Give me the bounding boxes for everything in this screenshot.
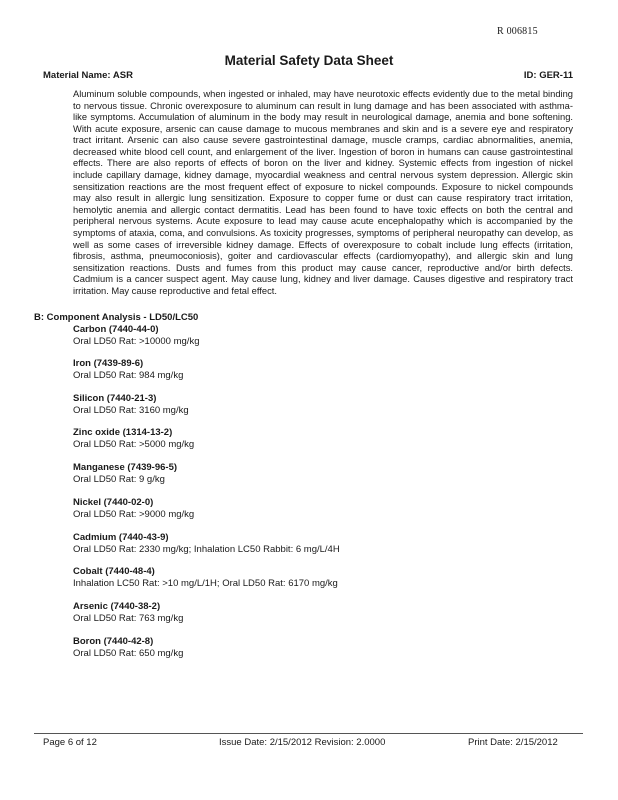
component-name: Boron (7440-42-8) (73, 636, 154, 647)
component-entry (73, 427, 493, 450)
component-name: Carbon (7440-44-0) (73, 324, 159, 335)
component-entry (73, 393, 493, 416)
page-number: Page 6 of 12 (43, 737, 97, 748)
component-name: Silicon (7440-21-3) (73, 393, 157, 404)
component-name: Nickel (7440-02-0) (73, 497, 154, 508)
section-heading: B: Component Analysis - LD50/LC50 (34, 312, 199, 323)
component-entry (73, 636, 493, 659)
health-effects-paragraph: Aluminum soluble compounds, when ingested or inhaled, may have neurotoxic effects evidently due to the metal binding to nervous tissue. Chronic overexposure to aluminum can result in lung damage and has been associated with asthma-like symptoms. Accumulation of aluminum in the body may result in neurological damage, anemia and bone softening. With acute exposure, arsenic can cause damage to mucous membranes and skin and is a severe eye and respiratory tract irritant. Arsenic can also cause severe gastrointestinal damage, muscle cramps, cardiac abnormalities, anemia, decreased white blood cell count, and enlargement of the liver. Ingestion of boron in humans can cause gastrointestinal effects. There are also reports of effects of boron on the liver and kidney. Systemic effects from ingestion of nickel include capillary damage, kidney damage, myocardial weakness and central nervous system depression. Allergic skin sensitization reactions are the most frequent effect of exposure to nickel compounds. Exposure to nickel compounds may also result in allergic lung sensitization. Exposure to copper fume or dust can cause respiratory tract irritation, hemolytic anemia and allergic contact dermatitis. Lead has been found to have toxic effects on both the central and peripheral nervous systems. Acute exposure to lead may cause acute encephalopathy which is accompanied by the symptoms of ataxia, coma, and convulsions. As toxicity progresses, symptoms of peripheral neuropathy can develop, as well as some cases of irreversible kidney damage. Effects of overexposure to cobalt include lung effects (irritation, fibrosis, asthma, pneumoconiosis), goiter and cardiovascular effects (cardiomyopathy), and allergic skin and lung sensitization reactions. Dusts and fumes from this product may cause cancer, reproductive and/or birth defects. Cadmium is a cancer suspect agent. May cause lung, kidney and liver damage. Causes digestive and respiratory tract irritation. May cause reproductive and fetal effect. (73, 89, 573, 296)
component-entry (73, 358, 493, 381)
bates-stamp: R 006815 (497, 26, 538, 37)
component-toxicity: Oral LD50 Rat: >5000 mg/kg (73, 438, 195, 450)
issue-date: Issue Date: 2/15/2012 Revision: 2.0000 (219, 737, 386, 748)
print-date: Print Date: 2/15/2012 (468, 737, 558, 748)
component-toxicity: Inhalation LC50 Rat: >10 mg/L/1H; Oral LD50 Rat: 6170 mg/kg (73, 577, 338, 589)
material-header-row (43, 70, 573, 82)
component-toxicity: Oral LD50 Rat: 763 mg/kg (73, 612, 184, 624)
component-name: Iron (7439-89-6) (73, 358, 144, 369)
component-entry (73, 532, 493, 555)
component-entry (73, 601, 493, 624)
component-entry (73, 324, 493, 347)
component-entry (73, 462, 493, 485)
component-toxicity: Oral LD50 Rat: 9 g/kg (73, 473, 165, 485)
component-name: Arsenic (7440-38-2) (73, 601, 161, 612)
component-entry (73, 566, 493, 589)
component-toxicity: Oral LD50 Rat: 984 mg/kg (73, 369, 184, 381)
component-name: Cobalt (7440-48-4) (73, 566, 155, 577)
component-toxicity: Oral LD50 Rat: 2330 mg/kg; Inhalation LC50 Rabbit: 6 mg/L/4H (73, 543, 340, 555)
component-toxicity: Oral LD50 Rat: 650 mg/kg (73, 647, 184, 659)
document-title: Material Safety Data Sheet (224, 53, 394, 68)
component-toxicity: Oral LD50 Rat: >9000 mg/kg (73, 508, 195, 520)
component-name: Zinc oxide (1314-13-2) (73, 427, 173, 438)
component-entry (73, 497, 493, 520)
component-name: Cadmium (7440-43-9) (73, 532, 169, 543)
component-name: Manganese (7439-96-5) (73, 462, 178, 473)
component-toxicity: Oral LD50 Rat: 3160 mg/kg (73, 404, 189, 416)
footer-divider (34, 733, 583, 734)
material-name: Material Name: ASR (43, 70, 133, 81)
component-toxicity: Oral LD50 Rat: >10000 mg/kg (73, 335, 200, 347)
document-id: ID: GER-11 (523, 70, 573, 81)
